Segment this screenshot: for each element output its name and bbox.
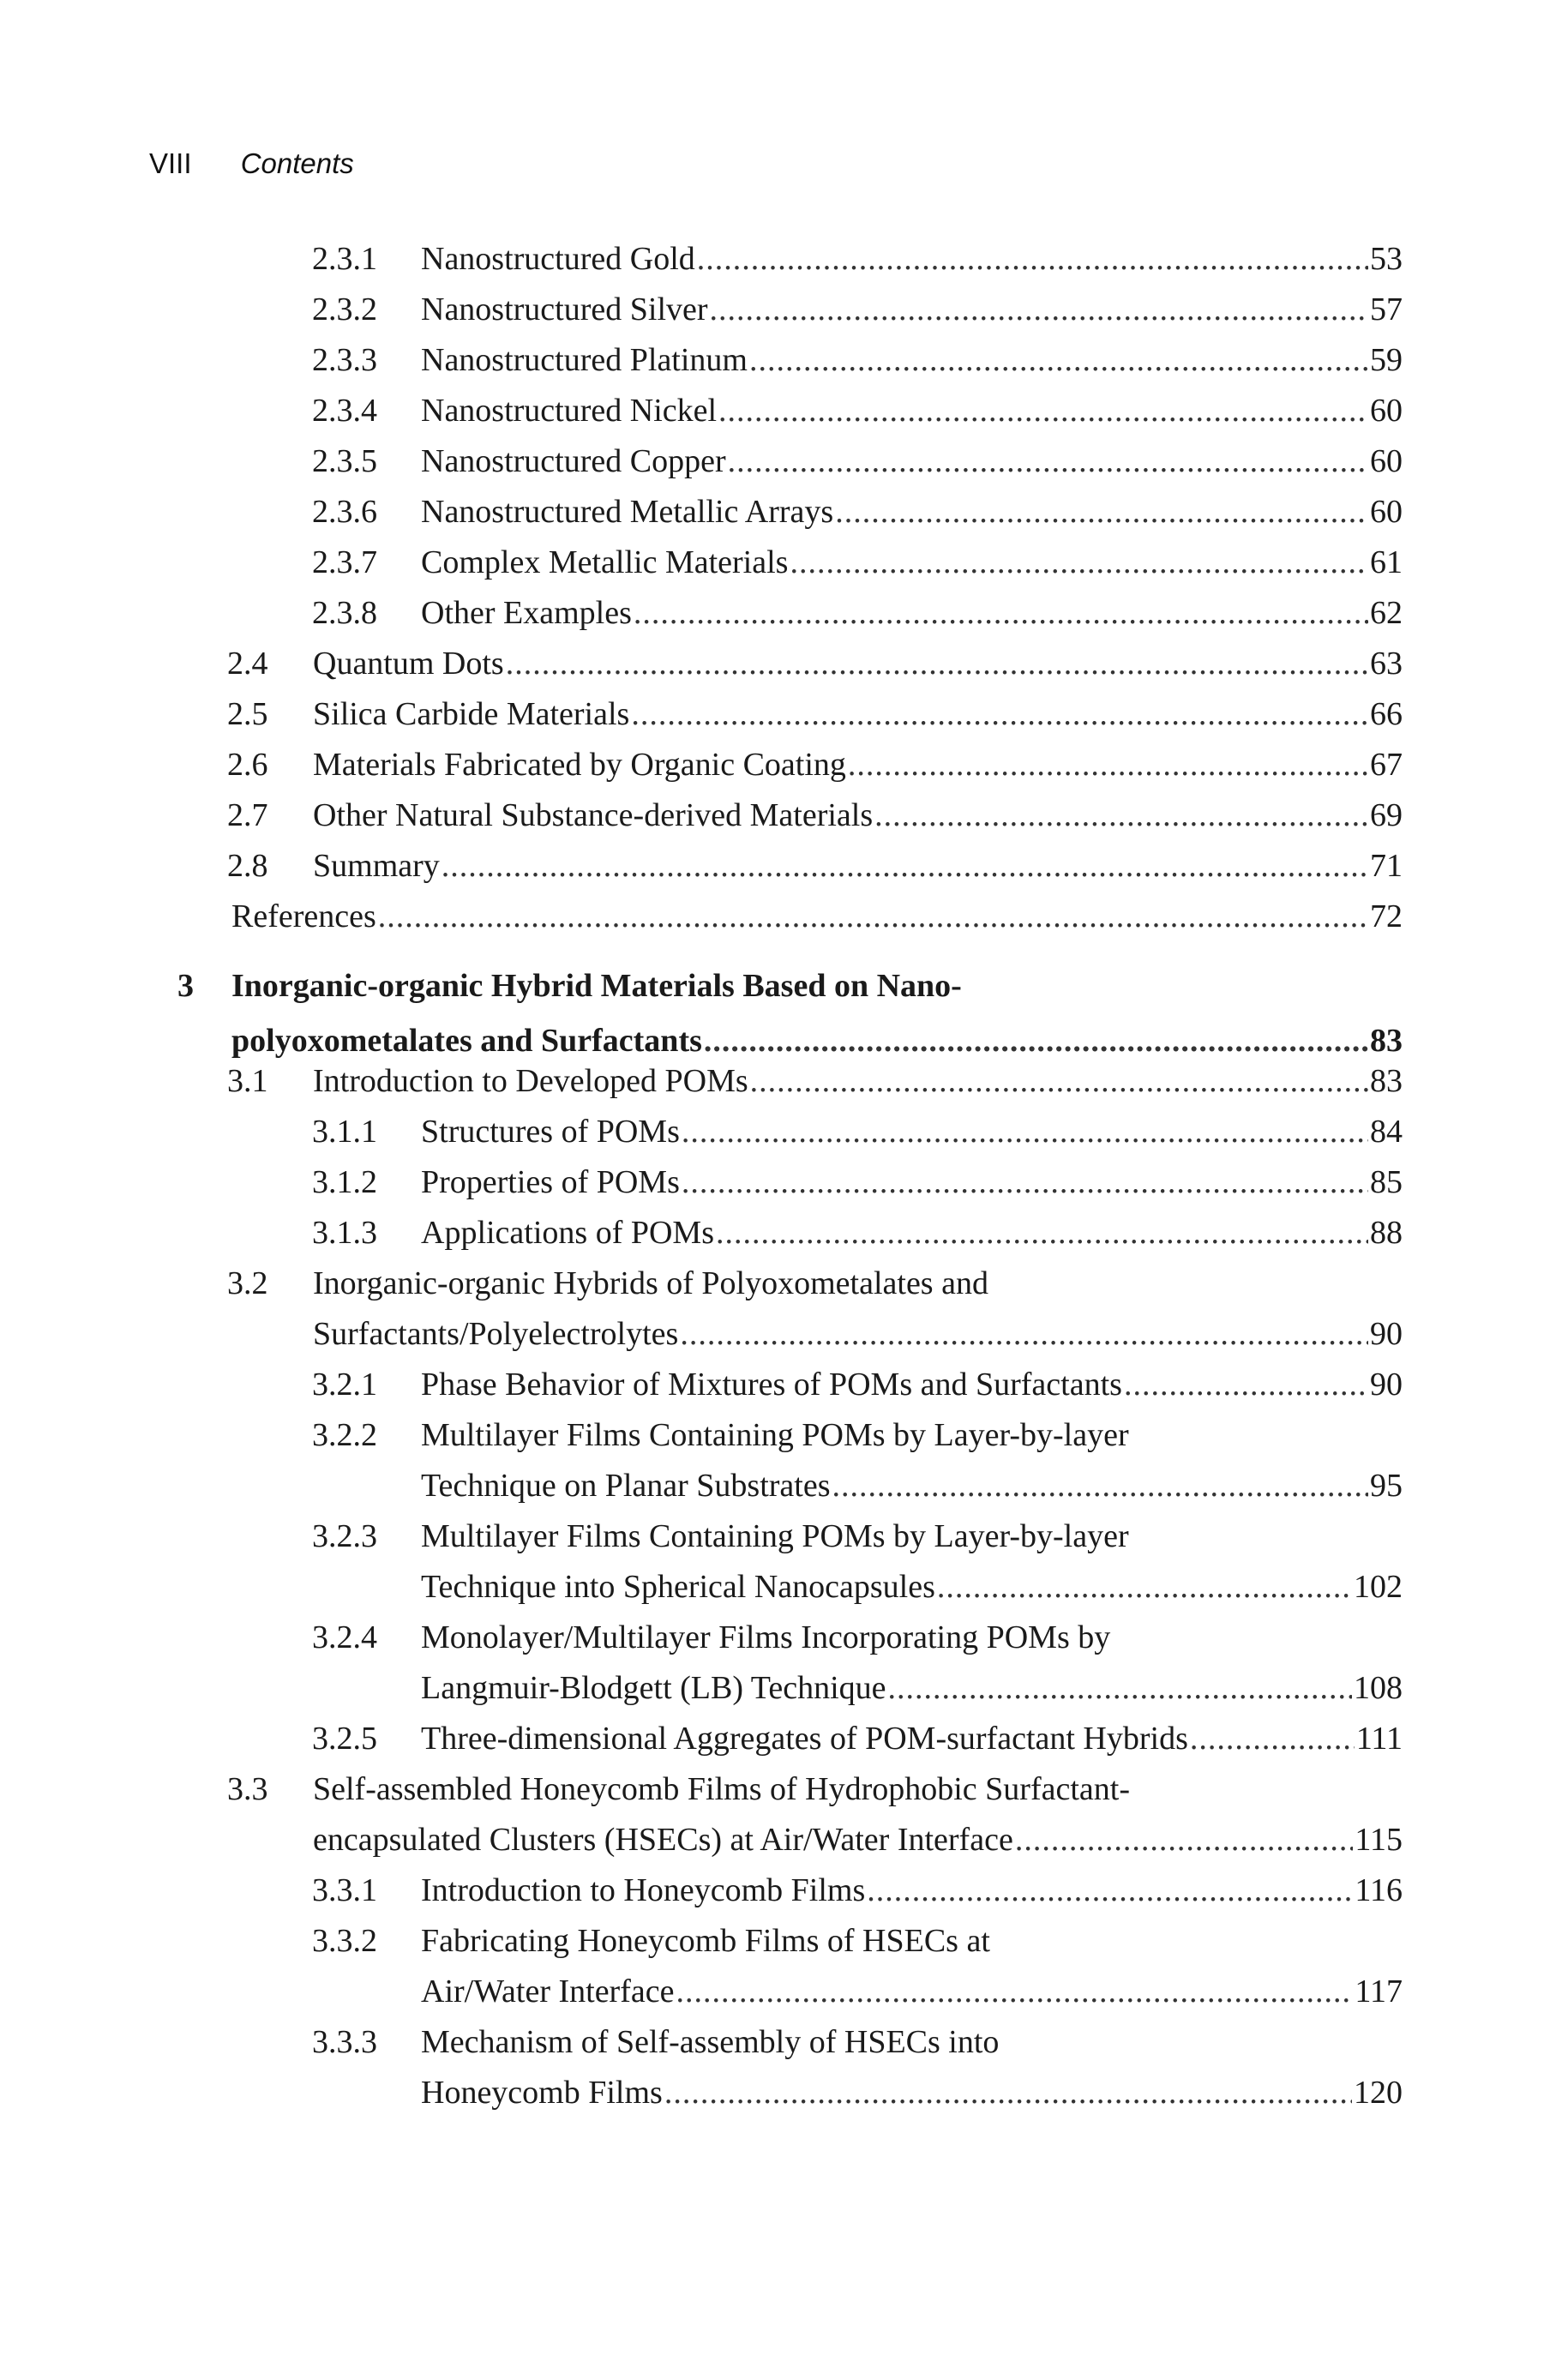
toc-leader xyxy=(682,1163,1368,1201)
toc-number: 3.3 xyxy=(227,1771,268,1807)
toc-title: Introduction to Developed POMs xyxy=(313,1063,748,1099)
toc-entry xyxy=(0,1763,1568,1865)
toc-number: 2.3.4 xyxy=(312,393,377,429)
toc-leader xyxy=(442,847,1368,885)
toc-leader xyxy=(680,1315,1368,1353)
toc-title-line1: Multilayer Films Containing POMs by Layer-by-layer xyxy=(421,1518,1129,1554)
toc-entry xyxy=(0,1865,1568,1915)
toc-number: 3.3.3 xyxy=(312,2024,377,2060)
toc-leader xyxy=(716,1214,1368,1252)
toc-entry xyxy=(0,486,1568,537)
toc-title-line1: Self-assembled Honeycomb Films of Hydrophobic Surfactant- xyxy=(313,1771,1130,1807)
toc-page: 117 xyxy=(1355,1973,1403,2010)
toc-number: 2.3.5 xyxy=(312,443,377,479)
toc-leader xyxy=(676,1973,1353,2010)
toc-entry xyxy=(0,1915,1568,2016)
toc-entry xyxy=(0,1511,1568,1612)
toc-page: 111 xyxy=(1355,1721,1403,1757)
toc-title: Quantum Dots xyxy=(313,646,504,682)
toc-leader xyxy=(835,493,1368,531)
toc-page: 83 xyxy=(1370,1063,1403,1099)
toc-entry xyxy=(0,688,1568,739)
toc-leader xyxy=(1190,1720,1355,1757)
toc-page: 71 xyxy=(1370,848,1403,884)
toc-entry xyxy=(0,1055,1568,1106)
toc-number: 2.8 xyxy=(227,848,268,884)
toc-entry xyxy=(0,840,1568,891)
toc-leader xyxy=(848,746,1368,784)
toc-entry xyxy=(0,790,1568,840)
toc-number: 2.3.7 xyxy=(312,544,377,580)
toc-leader xyxy=(682,1113,1368,1150)
toc-entry xyxy=(0,2016,1568,2118)
toc-page: 60 xyxy=(1370,393,1403,429)
toc-title-line1: Inorganic-organic Hybrid Materials Based on Nano- xyxy=(231,968,962,1004)
toc-leader xyxy=(631,695,1368,733)
toc-number: 3.2 xyxy=(227,1265,268,1301)
toc-page: 90 xyxy=(1370,1316,1403,1352)
toc-leader xyxy=(506,645,1368,682)
toc-leader xyxy=(710,291,1368,328)
toc-number: 3.1.2 xyxy=(312,1164,377,1200)
toc-page: 66 xyxy=(1370,696,1403,732)
toc-title: Technique on Planar Substrates xyxy=(421,1468,831,1504)
toc-title: Other Examples xyxy=(421,595,632,631)
toc-title: Properties of POMs xyxy=(421,1164,680,1200)
toc-title: Materials Fabricated by Organic Coating xyxy=(313,747,846,783)
toc-title-line1: Fabricating Honeycomb Films of HSECs at xyxy=(421,1923,990,1959)
toc-page: 83 xyxy=(1370,1023,1403,1059)
toc-page: 59 xyxy=(1370,342,1403,378)
toc-title: Nanostructured Metallic Arrays xyxy=(421,494,834,530)
toc-number: 2.7 xyxy=(227,797,268,833)
toc-leader xyxy=(750,1062,1368,1100)
toc-page: 108 xyxy=(1354,1670,1403,1706)
table-of-contents xyxy=(0,233,1568,2118)
toc-leader xyxy=(718,392,1368,430)
toc-title: Nanostructured Gold xyxy=(421,241,695,277)
toc-leader xyxy=(790,544,1368,581)
toc-number: 2.3.6 xyxy=(312,494,377,530)
toc-entry xyxy=(0,1106,1568,1156)
toc-leader xyxy=(1124,1366,1368,1403)
toc-leader xyxy=(749,341,1368,379)
toc-page: 95 xyxy=(1370,1468,1403,1504)
toc-number: 3.1.3 xyxy=(312,1215,377,1251)
toc-title: Three-dimensional Aggregates of POM-surfactant Hybrids xyxy=(421,1721,1188,1757)
toc-title: Phase Behavior of Mixtures of POMs and Surfactants xyxy=(421,1367,1122,1403)
toc-leader xyxy=(867,1871,1353,1909)
toc-page: 116 xyxy=(1355,1872,1403,1908)
page-number: VIII xyxy=(149,147,192,179)
toc-title: Nanostructured Silver xyxy=(421,291,708,327)
toc-leader xyxy=(704,1022,1368,1060)
toc-number: 3.2.1 xyxy=(312,1367,377,1403)
running-title: Contents xyxy=(240,147,354,179)
toc-leader xyxy=(664,2074,1352,2112)
running-header xyxy=(149,147,354,180)
toc-number: 2.4 xyxy=(227,646,268,682)
toc-title: Nanostructured Platinum xyxy=(421,342,748,378)
toc-entry xyxy=(0,385,1568,436)
toc-number: 2.6 xyxy=(227,747,268,783)
toc-number: 2.3.8 xyxy=(312,595,377,631)
toc-title: Structures of POMs xyxy=(421,1114,680,1150)
toc-page: 63 xyxy=(1370,646,1403,682)
toc-page: 60 xyxy=(1370,494,1403,530)
toc-entry xyxy=(0,1612,1568,1713)
toc-title: Other Natural Substance-derived Materials xyxy=(313,797,874,833)
toc-leader xyxy=(634,594,1368,632)
toc-number: 3.3.2 xyxy=(312,1923,377,1959)
toc-number: 2.3.3 xyxy=(312,342,377,378)
toc-leader xyxy=(1015,1821,1354,1859)
toc-entry xyxy=(0,739,1568,790)
toc-page: 120 xyxy=(1354,2075,1403,2111)
toc-entry xyxy=(0,587,1568,638)
toc-title: Introduction to Honeycomb Films xyxy=(421,1872,866,1908)
toc-page: 84 xyxy=(1370,1114,1403,1150)
toc-number: 3.2.4 xyxy=(312,1619,377,1655)
toc-title: Surfactants/Polyelectrolytes xyxy=(313,1316,679,1352)
toc-title: Air/Water Interface xyxy=(421,1973,675,2010)
toc-entry xyxy=(0,334,1568,385)
toc-entry xyxy=(0,638,1568,688)
toc-page: 53 xyxy=(1370,241,1403,277)
toc-leader xyxy=(888,1669,1352,1707)
toc-title-line1: Monolayer/Multilayer Films Incorporating POMs by xyxy=(421,1619,1111,1655)
toc-number: 3.3.1 xyxy=(312,1872,377,1908)
toc-page: 72 xyxy=(1370,898,1403,934)
toc-number: 3.2.5 xyxy=(312,1721,377,1757)
toc-page: 88 xyxy=(1370,1215,1403,1251)
toc-entry-references xyxy=(0,891,1568,941)
toc-chapter xyxy=(0,941,1568,1059)
toc-page: 62 xyxy=(1370,595,1403,631)
toc-entry xyxy=(0,1713,1568,1763)
toc-entry xyxy=(0,1156,1568,1207)
toc-page: 57 xyxy=(1370,291,1403,327)
toc-leader xyxy=(874,796,1368,834)
toc-page: 61 xyxy=(1370,544,1403,580)
toc-entry xyxy=(0,537,1568,587)
toc-leader xyxy=(937,1568,1352,1606)
toc-number: 2.3.2 xyxy=(312,291,377,327)
toc-title: Technique into Spherical Nanocapsules xyxy=(421,1569,935,1605)
toc-page: 69 xyxy=(1370,797,1403,833)
toc-title: References xyxy=(231,898,376,934)
toc-number: 3.2.2 xyxy=(312,1417,377,1453)
toc-entry xyxy=(0,1207,1568,1258)
toc-title: Complex Metallic Materials xyxy=(421,544,789,580)
toc-number: 3.1 xyxy=(227,1063,268,1099)
toc-title: Nanostructured Copper xyxy=(421,443,726,479)
toc-title: Nanostructured Nickel xyxy=(421,393,718,429)
toc-entry xyxy=(0,284,1568,334)
toc-entry xyxy=(0,1258,1568,1359)
toc-page: 67 xyxy=(1370,747,1403,783)
toc-title: Applications of POMs xyxy=(421,1215,714,1251)
toc-entry xyxy=(0,436,1568,486)
toc-title-line1: Mechanism of Self-assembly of HSECs into xyxy=(421,2024,1000,2060)
toc-page: 102 xyxy=(1354,1569,1403,1605)
toc-title: Honeycomb Films xyxy=(421,2075,663,2111)
toc-number: 3.1.1 xyxy=(312,1114,377,1150)
toc-leader xyxy=(697,240,1368,278)
toc-number: 2.5 xyxy=(227,696,268,732)
toc-leader xyxy=(728,442,1368,480)
toc-entry xyxy=(0,233,1568,284)
toc-entry xyxy=(0,1359,1568,1409)
toc-leader xyxy=(832,1467,1368,1505)
toc-entry xyxy=(0,1409,1568,1511)
toc-leader xyxy=(378,898,1368,935)
toc-title: Langmuir-Blodgett (LB) Technique xyxy=(421,1670,886,1706)
toc-title-line1: Multilayer Films Containing POMs by Layer-by-layer xyxy=(421,1417,1129,1453)
toc-page: 85 xyxy=(1370,1164,1403,1200)
toc-title-line1: Inorganic-organic Hybrids of Polyoxometalates and xyxy=(313,1265,988,1301)
toc-title: Silica Carbide Materials xyxy=(313,696,630,732)
toc-title: encapsulated Clusters (HSECs) at Air/Water Interface xyxy=(313,1822,1013,1858)
toc-page: 60 xyxy=(1370,443,1403,479)
toc-page: 115 xyxy=(1355,1822,1403,1858)
toc-number: 3.2.3 xyxy=(312,1518,377,1554)
toc-number: 2.3.1 xyxy=(312,241,377,277)
toc-page: 90 xyxy=(1370,1367,1403,1403)
chapter-number: 3 xyxy=(177,968,194,1004)
toc-title: polyoxometalates and Surfactants xyxy=(231,1023,702,1059)
toc-title: Summary xyxy=(313,848,440,884)
